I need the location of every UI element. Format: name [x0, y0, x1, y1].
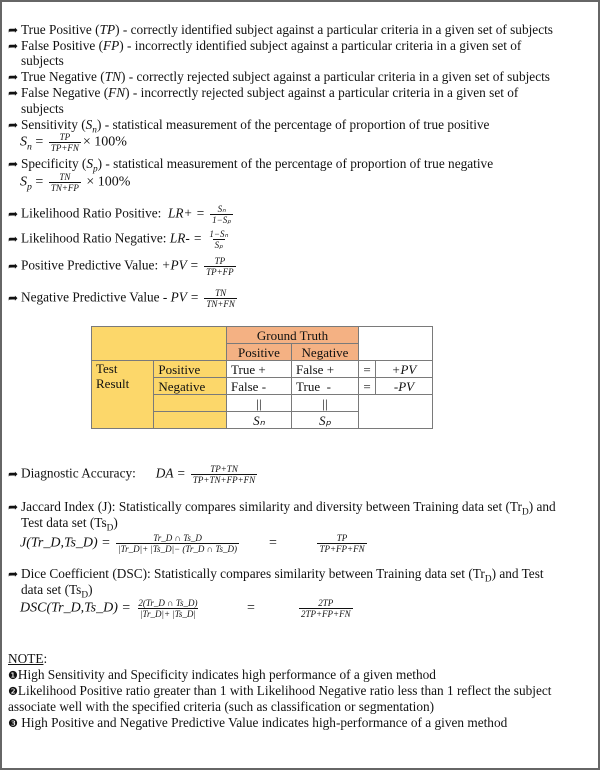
definition-fp-wrap: subjects	[21, 53, 64, 68]
gt-positive-header: Positive	[227, 344, 292, 361]
cell-true-negative: True -	[292, 378, 359, 395]
table-blank-cell	[154, 412, 227, 429]
table-blank-cell	[154, 395, 227, 412]
number-1-icon: ❶	[8, 669, 18, 682]
equals-sign: =	[359, 378, 376, 395]
fraction: $\frac{TP+TN}{TP+TN+FP+FN}$	[192, 464, 256, 485]
arrow-bullet-icon: ➦	[8, 157, 19, 171]
confusion-matrix-table	[91, 326, 433, 429]
diagnostic-accuracy: ➦ Diagnostic Accuracy: DA = $\frac{TP+TN}{TP+TN+FP+FN}$	[8, 464, 256, 485]
arrow-bullet-icon: ➦	[8, 567, 19, 581]
note-item-2-wrap: associate well with the specified criteria (such as classification or segmentation)	[8, 699, 435, 714]
note-item-1: ❶High Sensitivity and Specificity indicates high performance of a given method	[8, 667, 436, 682]
number-2-icon: ❷	[8, 685, 18, 698]
fraction: $\frac{\text{Sₙ}}{\text{1−Sₚ}}$	[212, 204, 232, 225]
gt-negative-header: Negative	[292, 344, 359, 361]
arrow-bullet-icon: ➦	[8, 70, 19, 84]
dice-definition: ➦ Dice Coefficient (DSC): Statistically compares similarity between Training data set $(Tr_D)$ and Test	[8, 566, 544, 585]
fraction: $\frac{TP}{TP+FP}$	[206, 256, 234, 277]
equals-sign: =	[359, 361, 376, 378]
sensitivity-symbol: Sₙ	[227, 412, 292, 429]
table-blank-top-right	[359, 327, 433, 361]
sensitivity-definition: ➦ Sensitivity $(S_n)$ - statistical measurement of the percentage of proportion of true positive	[8, 117, 490, 136]
jaccard-definition: ➦ Jaccard Index (J): Statistically compares similarity and diversity between Training data set $(Tr_D)$ and	[8, 499, 556, 518]
definition-tp: ➦ True Positive (TP) - correctly identified subject against a particular criteria in a given set of subjects	[8, 22, 553, 37]
dice-definition-wrap: data set $(Ts_D)$	[21, 582, 93, 601]
arrow-bullet-icon: ➦	[8, 206, 19, 221]
fraction: $\frac{TP}{TP+FP+FN}$	[319, 533, 365, 554]
table-corner	[92, 327, 227, 361]
specificity-formula: $S_p$ = $\frac{TN}{TN+FP}$ × 100%	[20, 172, 131, 193]
lr-negative: ➦ Likelihood Ratio Negative: LR- = $\frac{\text{1−Sₙ}}{\text{Sₚ}}$	[8, 229, 229, 250]
arrow-bullet-icon: ➦	[8, 86, 19, 100]
specificity-definition: ➦ Specificity $(S_p)$ - statistical measurement of the percentage of proportion of true negative	[8, 156, 494, 175]
definition-fp: ➦ False Positive (FP) - incorrectly identified subject against a particular criteria in a given set of	[8, 38, 522, 53]
arrow-bullet-icon: ➦	[8, 290, 19, 305]
parallel-sign: ||	[292, 395, 359, 412]
fraction: $\frac{TN}{TN+FN}$	[206, 288, 235, 309]
definition-tn: ➦ True Negative (TN) - correctly rejected subject against a particular criteria in a given set of subjects	[8, 69, 550, 84]
fraction: $\frac{2TP}{2TP+FP+FN}$	[300, 598, 351, 619]
table-blank-bottom-right	[359, 395, 433, 429]
positive-predictive-value: ➦ Positive Predictive Value: +PV = $\frac{TP}{TP+FP}$	[8, 256, 234, 277]
fraction: $\frac{TP}{TP+FN}$	[50, 132, 79, 153]
ppv-label: +PV	[376, 361, 433, 378]
arrow-bullet-icon: ➦	[8, 258, 19, 273]
ground-truth-header: Ground Truth	[227, 327, 359, 344]
test-negative-label: Negative	[154, 378, 227, 395]
note-heading: NOTE:	[8, 651, 48, 666]
note-item-3: ❸ High Positive and Negative Predictive Value indicates high-performance of a given method	[8, 715, 508, 730]
dice-formula: DSC(Tr_D,Ts_D) = $\frac{2(Tr\_D \cap Ts\_D)}{|Tr\_D|+ |Ts\_D|}$ = $\frac{2TP}{2TP+FP+FN}$	[20, 598, 351, 619]
lr-positive: ➦ Likelihood Ratio Positive: LR+ = $\frac{\text{Sₙ}}{\text{1−Sₚ}}$	[8, 204, 232, 225]
cell-false-positive: False +	[292, 361, 359, 378]
jaccard-formula: J(Tr_D,Ts_D) = $\frac{Tr\_D \cap Ts\_D}{|Tr\_D|+ |Ts\_D|- (Tr\_D \cap Ts\_D)}$ = $\frac{TP}{TP+FP+FN}$	[20, 533, 365, 554]
npv-label: -PV	[376, 378, 433, 395]
note-item-2: ❷Likelihood Positive ratio greater than 1 with Likelihood Negative ratio less than 1 reflect the subject	[8, 683, 552, 698]
cell-false-negative: False -	[227, 378, 292, 395]
specificity-symbol: Sₚ	[292, 412, 359, 429]
number-3-icon: ❸	[8, 717, 18, 730]
fraction: $\frac{Tr\_D \cap Ts\_D}{|Tr\_D|+ |Ts\_D|- (Tr\_D \cap Ts\_D)}$	[118, 533, 238, 554]
jaccard-definition-wrap: Test data set $(Ts_D)$	[21, 515, 118, 534]
fraction: $\frac{2(Tr\_D \cap Ts\_D)}{|Tr\_D|+ |Ts\_D|}$	[138, 598, 198, 619]
arrow-bullet-icon: ➦	[8, 466, 19, 481]
arrow-bullet-icon: ➦	[8, 500, 19, 514]
sensitivity-formula: $S_n$ = $\frac{TP}{TP+FN}$ × 100%	[20, 132, 127, 153]
negative-predictive-value: ➦ Negative Predictive Value - PV = $\frac{TN}{TN+FN}$	[8, 288, 235, 309]
fraction: $\frac{TN}{TN+FP}$	[50, 172, 79, 193]
definition-fn: ➦ False Negative (FN) - incorrectly rejected subject against a particular criteria in a given set of	[8, 85, 519, 100]
test-positive-label: Positive	[154, 361, 227, 378]
fraction: $\frac{\text{1−Sₙ}}{\text{Sₚ}}$	[209, 229, 229, 250]
arrow-bullet-icon: ➦	[8, 231, 19, 246]
cell-true-positive: True +	[227, 361, 292, 378]
arrow-bullet-icon: ➦	[8, 118, 19, 132]
test-result-label: Test Result	[92, 361, 154, 429]
parallel-sign: ||	[227, 395, 292, 412]
arrow-bullet-icon: ➦	[8, 39, 19, 53]
definition-fn-wrap: subjects	[21, 101, 64, 116]
arrow-bullet-icon: ➦	[8, 23, 19, 37]
